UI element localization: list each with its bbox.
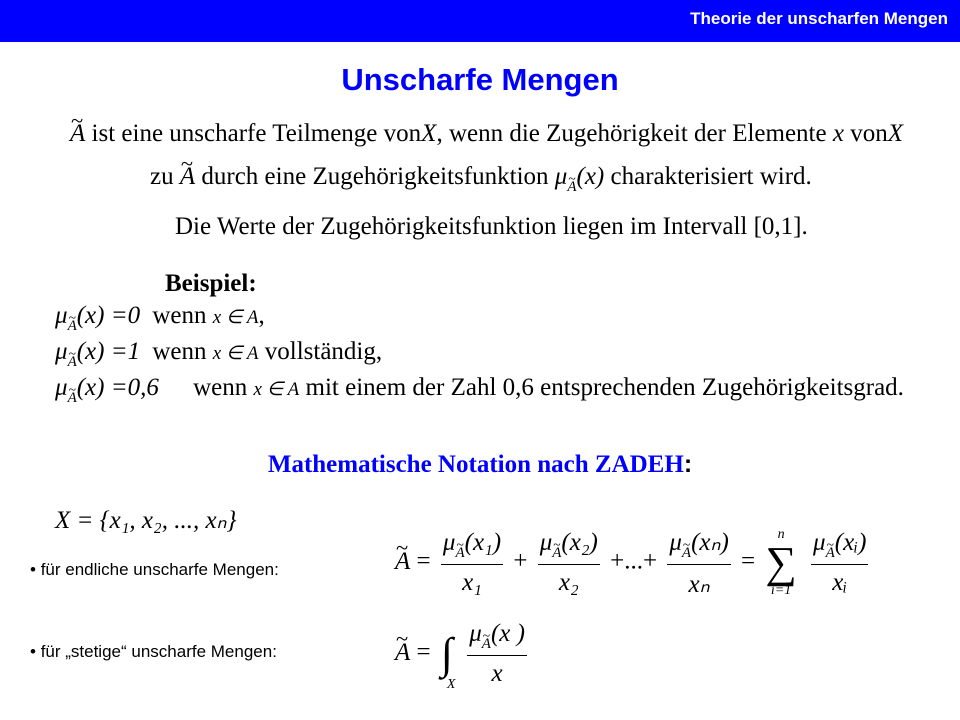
mu-symbol: μ xyxy=(554,163,568,190)
zadeh-heading: Mathematische Notation nach ZADEH: xyxy=(267,450,693,478)
mu-symbol: μ xyxy=(55,338,68,365)
mu-symbol: μ xyxy=(55,302,68,329)
mu-symbol: μ xyxy=(55,374,68,401)
a-tilde-symbol: ~ A xyxy=(70,120,85,148)
example-heading: Beispiel: xyxy=(165,270,257,297)
set-definition: X = {x₁, x₂, ..., xₙ} xyxy=(55,507,237,534)
fraction-xn: $\frac{\text{μ\textasciitilde{} A(xₙ)}}{\text{xₙ}}$ xyxy=(667,527,730,599)
header-title: Theorie der unscharfen Mengen xyxy=(690,9,948,28)
example-row-1: μ~ A(x) =0 wenn x ∈ A, xyxy=(55,302,265,335)
sum-symbol: n ∑ i=1 xyxy=(765,527,797,598)
fraction-xi: $\frac{\text{μ\textasciitilde{} A(xᵢ)}}{\text{xᵢ}}$ xyxy=(811,529,868,597)
example-row-2: μ~ A(x) =1 wenn x ∈ A vollständig, xyxy=(55,338,382,371)
bullet-icon: • xyxy=(30,642,36,661)
integral-symbol: ∫ X xyxy=(440,629,456,693)
a-tilde-symbol: ~ A xyxy=(180,163,195,191)
definition-line-1: ~ A ist eine unscharfe Teilmenge vonX, wenn die Zugehörigkeit der Elemente x vonX xyxy=(70,120,903,148)
continuous-label: • für „stetige“ unscharfe Mengen: xyxy=(30,642,277,661)
fraction-x1: $\frac{\text{μ\textasciitilde{} A(x₁)}}{\text{x₁}}$ xyxy=(441,529,503,597)
example-row-3: μ~ A(x) =0,6 wenn x ∈ A mit einem der Zahl 0,6 entsprechenden Zugehörigkeitsgrad. xyxy=(55,374,904,407)
interval-sentence: Die Werte der Zugehörigkeitsfunktion liegen im Intervall [0,1]. xyxy=(175,213,808,240)
bullet-icon: • xyxy=(30,560,36,579)
definition-line-2: zu ~ A durch eine Zugehörigkeitsfunktion μ~ A(x) charakterisiert wird. xyxy=(150,163,812,196)
page-title: Unscharfe Mengen xyxy=(341,62,619,97)
finite-label: • für endliche unscharfe Mengen: xyxy=(30,560,279,579)
fraction-x2: $\frac{\text{μ\textasciitilde{} A(x₂)}}{\text{x₂}}$ xyxy=(538,529,600,597)
finite-formula: ~ A = $\frac{\text{μ\textasciitilde{} A(x₁)}}{\text{x₁}}$ + $\frac{\text{μ\textasciitilde{} A(x₂)}}{\text{x₂}}$ +...+ $\frac{\text{μ\textasciitilde{} A(xₙ)}}{\text{xₙ}}$ = n ∑ i=1 $\frac{\text{μ\textasciitilde{} A(xᵢ)}}{\text{xᵢ}}$ xyxy=(395,527,872,599)
fraction-integral: $\frac{\mu\sim A(x )}{x}$ xyxy=(467,620,527,688)
continuous-formula: ~ A = ∫ X $\frac{\mu\sim A(x )}{x}$ xyxy=(395,620,531,688)
